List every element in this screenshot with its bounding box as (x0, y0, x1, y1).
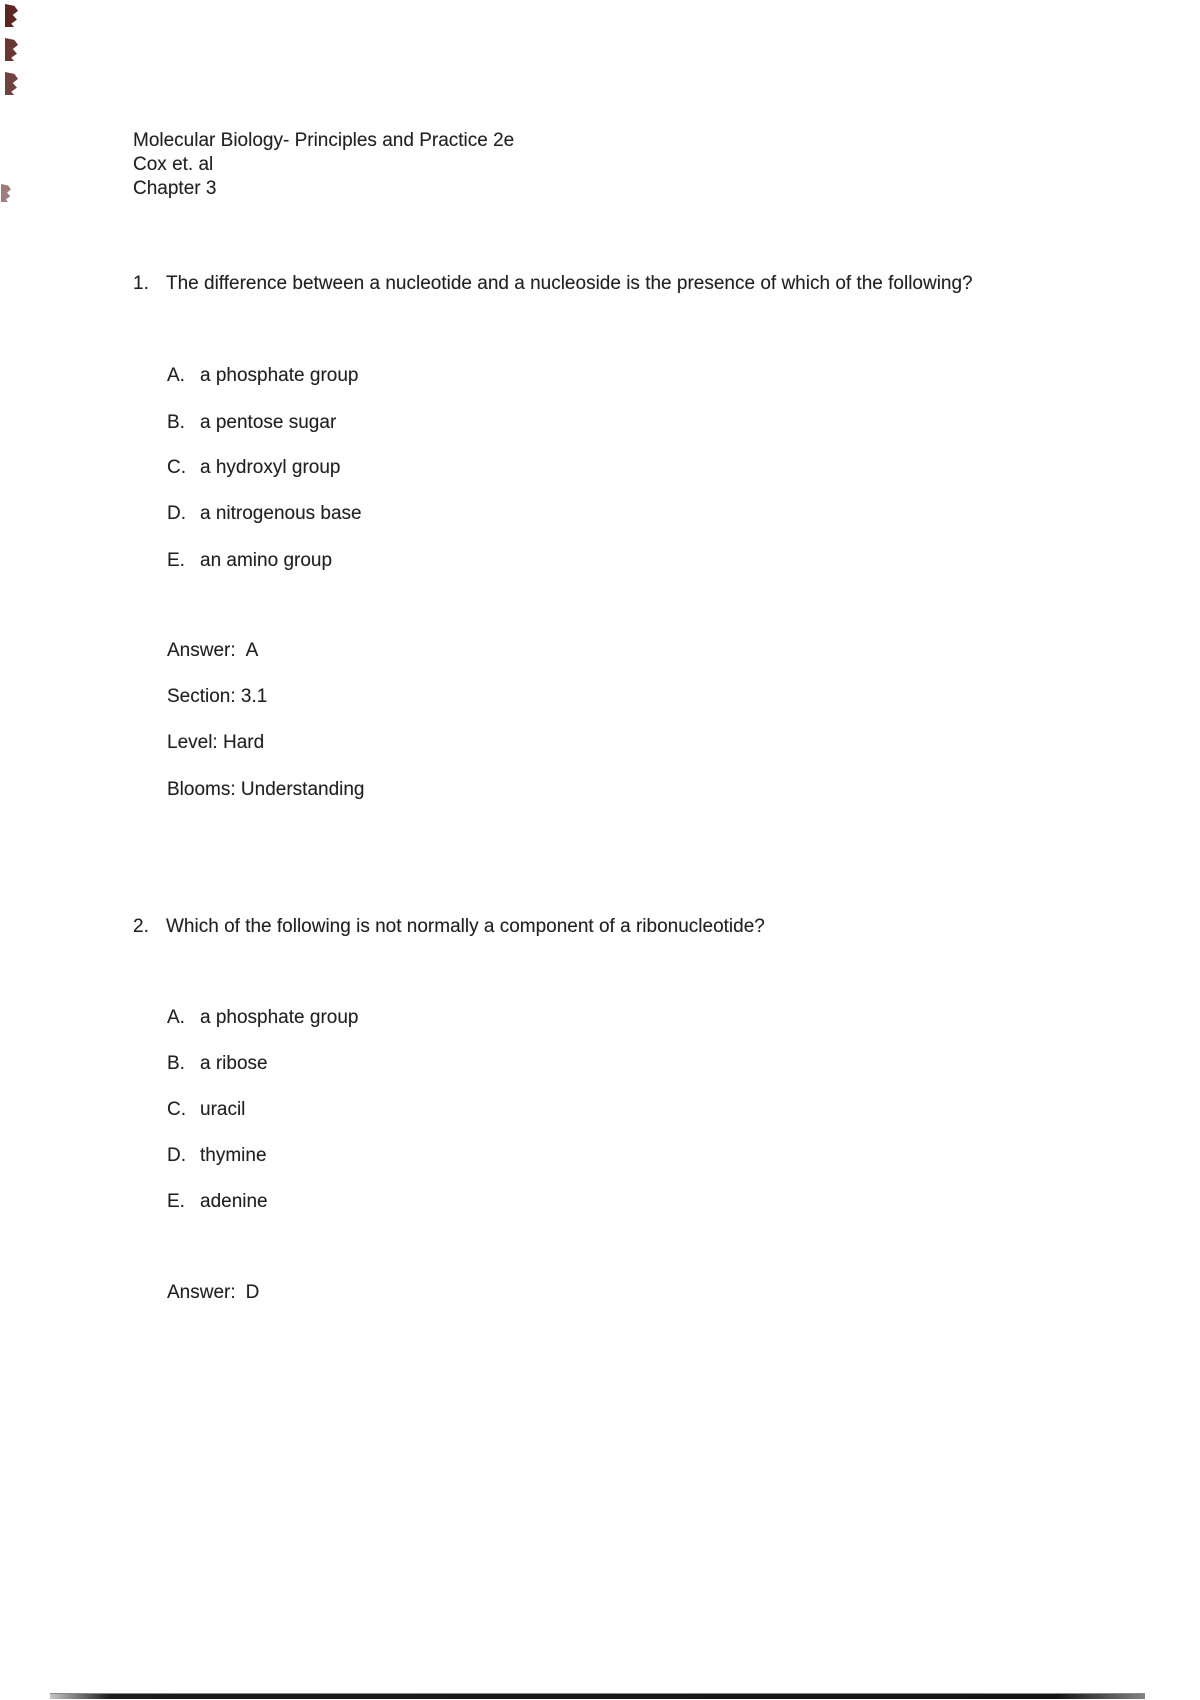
question-1 (133, 272, 973, 295)
option-letter: B. (167, 1053, 185, 1074)
page-edge-artifact (5, 72, 18, 95)
question-number: 2. (133, 916, 149, 937)
option-letter: E. (167, 1191, 185, 1212)
option-text: a phosphate group (200, 1007, 359, 1028)
answer-label: Answer: (167, 640, 236, 661)
option-text: a hydroxyl group (200, 457, 341, 478)
option-row (167, 1144, 267, 1167)
answer-label: Answer: (167, 1282, 236, 1303)
page-header (133, 129, 514, 201)
option-letter: C. (167, 1099, 186, 1120)
option-text: an amino group (200, 550, 333, 571)
chapter-label: Chapter 3 (133, 178, 217, 199)
level-line: Level: Hard (167, 732, 265, 753)
option-text: uracil (200, 1099, 246, 1120)
option-text: thymine (200, 1145, 267, 1166)
option-letter: B. (167, 412, 185, 433)
option-row (167, 1006, 358, 1029)
option-letter: D. (167, 503, 186, 524)
book-author: Cox et. al (133, 154, 214, 175)
option-row (167, 549, 332, 572)
option-text: a pentose sugar (200, 412, 337, 433)
answer-value: D (245, 1282, 260, 1303)
question-text: The difference between a nucleotide and a nucleoside is the presence of which of the following? (166, 273, 973, 294)
blooms-line: Blooms: Understanding (167, 779, 365, 800)
option-row (167, 411, 336, 434)
option-letter: E. (167, 550, 185, 571)
book-title: Molecular Biology- Principles and Practice 2e (133, 130, 515, 151)
answer-line (167, 1281, 259, 1304)
page-edge-artifact (1, 184, 11, 202)
option-letter: D. (167, 1145, 186, 1166)
question-text: Which of the following is not normally a component of a ribonucleotide? (166, 916, 765, 937)
section-line: Section: 3.1 (167, 686, 268, 707)
option-row (167, 1098, 245, 1121)
option-row (167, 1052, 268, 1075)
answer-line (167, 639, 258, 662)
question-2 (133, 915, 765, 938)
option-row (167, 456, 340, 479)
option-text: a ribose (200, 1053, 268, 1074)
option-row (167, 1190, 268, 1213)
option-letter: C. (167, 457, 186, 478)
footer-rule (50, 1693, 1145, 1699)
option-text: a phosphate group (200, 365, 359, 386)
question-number: 1. (133, 273, 149, 294)
page-edge-artifact (5, 38, 18, 61)
option-text: a nitrogenous base (200, 503, 362, 524)
option-letter: A. (167, 365, 185, 386)
option-letter: A. (167, 1007, 185, 1028)
answer-value: A (245, 640, 259, 661)
page-edge-artifact (5, 4, 18, 27)
option-text: adenine (200, 1191, 268, 1212)
option-row (167, 364, 358, 387)
option-row (167, 502, 362, 525)
